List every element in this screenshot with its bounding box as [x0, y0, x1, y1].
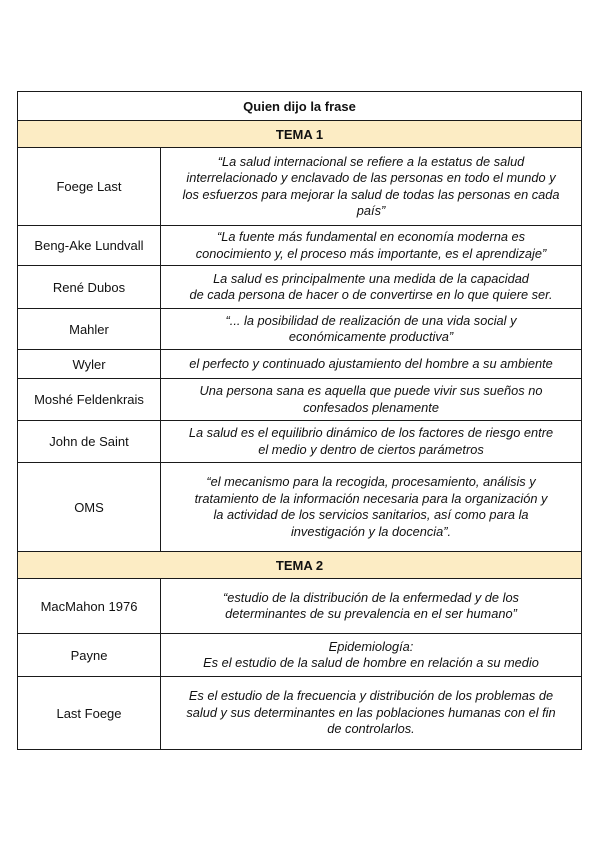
section-header-row: [18, 121, 582, 148]
author-cell: Last Foege: [18, 677, 161, 750]
quote-cell: [161, 634, 582, 677]
quote-line: interrelacionado y enclavado de las personas en todo el mundo y: [186, 170, 556, 185]
author-cell: Payne: [18, 634, 161, 677]
quote-cell: [161, 421, 582, 463]
quote-line: tratamiento de la información necesaria para la organización y: [194, 490, 548, 506]
author-cell: MacMahon 1976: [18, 579, 161, 634]
table-title: Quien dijo la frase: [18, 92, 582, 121]
quote-line: determinantes de su prevalencia en el ser humano”: [225, 606, 517, 621]
quote-line: salud y sus determinantes en las poblaciones humanas con el fin: [186, 704, 556, 720]
table-row: [18, 579, 582, 634]
table-row: [18, 463, 582, 552]
quote-line: Es el estudio de la salud de hombre en relación a su medio: [203, 655, 539, 670]
table-row: [18, 309, 582, 350]
quote-line: la actividad de los servicios sanitarios, así como para la: [213, 507, 529, 522]
quote-line: “estudio de la distribución de la enfermedad y de los: [223, 589, 519, 605]
quote-line: investigación y la docencia”.: [290, 523, 452, 539]
section-header-tema-1: TEMA 1: [18, 121, 582, 148]
table-row: [18, 266, 582, 309]
quote-line: el perfecto y continuado ajustamiento del hombre a su ambiente: [189, 355, 553, 371]
quote-cell: [161, 148, 582, 226]
section-header-tema-2: TEMA 2: [18, 552, 582, 579]
quote-cell: [161, 266, 582, 309]
quote-line: Una persona sana es aquella que puede vivir sus sueños no: [199, 383, 543, 398]
quote-line: “La fuente más fundamental en economía moderna es: [216, 229, 526, 244]
author-cell: Foege Last: [18, 148, 161, 226]
quote-line: Es el estudio de la frecuencia y distribución de los problemas de: [188, 688, 554, 704]
quote-line: de controlarlos.: [327, 721, 415, 737]
quote-line: “el mecanismo para la recogida, procesamiento, análisis y: [206, 474, 536, 489]
quote-line: los esfuerzos para mejorar la salud de todas las personas en cada: [182, 186, 560, 202]
author-cell: OMS: [18, 463, 161, 552]
author-cell: Beng-Ake Lundvall: [18, 226, 161, 266]
table-row: [18, 379, 582, 421]
quote-cell: [161, 463, 582, 552]
quote-line: La salud es el equilibrio dinámico de los factores de riesgo entre: [188, 425, 554, 440]
table-row: [18, 634, 582, 677]
section-header-row: [18, 552, 582, 579]
quote-cell: [161, 379, 582, 421]
quote-line: “... la posibilidad de realización de una vida social y: [225, 312, 517, 328]
quote-cell: [161, 677, 582, 750]
quote-line: La salud es principalmente una medida de la capacidad: [213, 270, 529, 286]
quote-line: confesados plenamente: [303, 399, 439, 415]
author-cell: René Dubos: [18, 266, 161, 309]
author-cell: Wyler: [18, 350, 161, 379]
author-cell: John de Saint: [18, 421, 161, 463]
table-row: [18, 148, 582, 226]
author-cell: Mahler: [18, 309, 161, 350]
quote-line: “La salud internacional se refiere a la estatus de salud: [217, 153, 525, 169]
quote-cell: [161, 350, 582, 379]
quote-cell: [161, 226, 582, 266]
quote-line: Epidemiología:: [328, 638, 414, 654]
quote-line: económicamente productiva”: [288, 329, 454, 344]
table-row: [18, 350, 582, 379]
quote-line: conocimiento y, el proceso más importante, es el aprendizaje”: [195, 245, 547, 261]
quotes-table: [17, 91, 582, 750]
table-row: [18, 226, 582, 266]
quote-line: el medio y dentro de ciertos parámetros: [258, 441, 484, 457]
quote-line: de cada persona de hacer o de convertirse en lo que quiere ser.: [189, 287, 553, 302]
quote-cell: [161, 579, 582, 634]
table-row: [18, 421, 582, 463]
quote-line: país”: [356, 203, 386, 218]
quote-cell: [161, 309, 582, 350]
author-cell: Moshé Feldenkrais: [18, 379, 161, 421]
title-row: [18, 92, 582, 121]
table-row: [18, 677, 582, 750]
